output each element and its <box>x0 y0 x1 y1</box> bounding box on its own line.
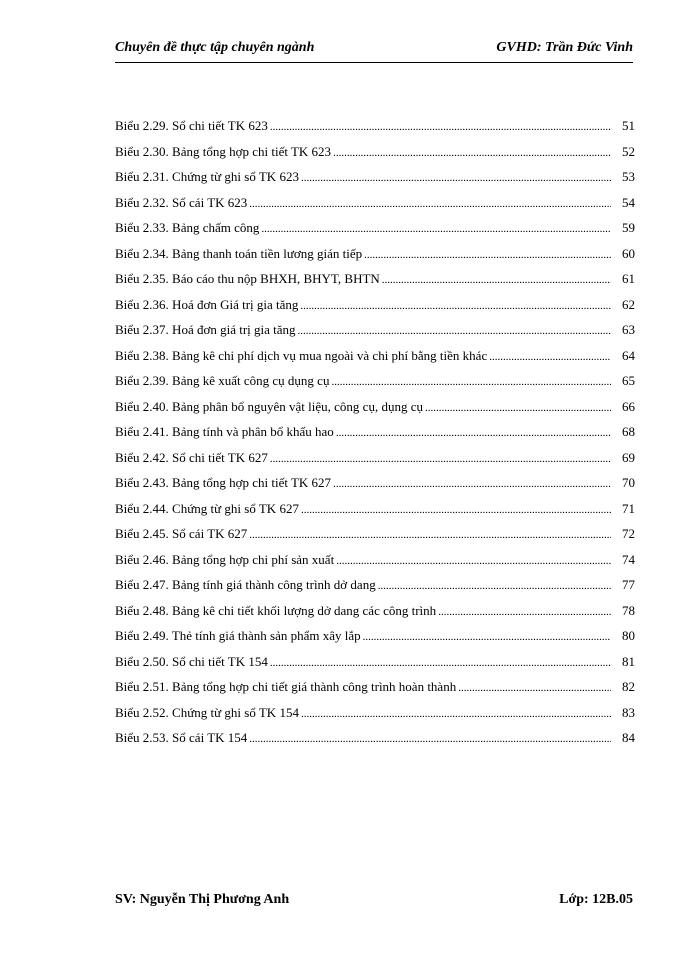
toc-entry-page: 60 <box>622 245 635 261</box>
toc-entry-page: 51 <box>622 118 635 133</box>
toc-entry-title: Biểu 2.30. Bảng tổng hợp chi tiết TK 623 <box>115 143 332 159</box>
toc-entry-page: 66 <box>622 398 635 414</box>
page-header <box>115 40 633 63</box>
toc-dot-leader <box>333 141 611 165</box>
toc-entry-page: 81 <box>622 653 635 669</box>
toc-entry-title: Biểu 2.42. Sổ chi tiết TK 627 <box>115 449 268 465</box>
toc-entry[interactable] <box>115 113 635 139</box>
toc-dot-leader <box>438 600 611 624</box>
toc-dot-leader <box>364 243 611 267</box>
toc-dot-leader <box>300 294 611 318</box>
toc-entry-page: 78 <box>622 602 635 618</box>
toc-entry[interactable] <box>115 521 635 547</box>
toc-dot-leader <box>301 498 611 522</box>
toc-entry[interactable] <box>115 215 635 241</box>
toc-entry-page: 62 <box>622 296 635 312</box>
toc-entry-page: 74 <box>622 551 635 567</box>
toc-entry-page: 54 <box>622 194 635 210</box>
toc-entry-title: Biểu 2.53. Sổ cái TK 154 <box>115 730 248 745</box>
toc-entry-page: 69 <box>622 449 635 465</box>
toc-dot-leader <box>458 676 611 700</box>
toc-entry-title: Biểu 2.40. Bảng phân bổ nguyên vật liệu, công cụ, dụng cụ <box>115 398 423 414</box>
toc-entry[interactable] <box>115 700 635 726</box>
toc-entry-title: Biểu 2.29. Sổ chi tiết TK 623 <box>115 118 268 133</box>
toc-entry-page: 59 <box>622 220 635 235</box>
toc-entry-title: Biểu 2.46. Bảng tổng hợp chi phí sản xuất <box>115 551 335 567</box>
footer-class: Lớp: 12B.05 <box>559 892 633 907</box>
toc-dot-leader <box>301 702 611 726</box>
table-of-contents <box>115 113 635 751</box>
toc-entry[interactable] <box>115 547 635 573</box>
toc-entry[interactable] <box>115 623 635 649</box>
toc-dot-leader <box>425 396 611 420</box>
toc-entry-title: Biểu 2.47. Bảng tính giá thành công trình dở dang <box>115 577 376 592</box>
toc-entry-title: Biểu 2.32. Sổ cái TK 623 <box>115 194 248 210</box>
toc-dot-leader <box>331 370 611 394</box>
toc-entry[interactable] <box>115 572 635 598</box>
toc-dot-leader <box>301 166 611 190</box>
header-title: Chuyên đề thực tập chuyên ngành <box>115 40 315 55</box>
toc-dot-leader <box>336 421 611 445</box>
toc-entry[interactable] <box>115 292 635 318</box>
toc-dot-leader <box>261 217 611 241</box>
toc-entry[interactable] <box>115 190 635 216</box>
toc-entry-title: Biểu 2.38. Bảng kê chi phí dịch vụ mua ngoài và chi phí bằng tiền khác <box>115 347 488 363</box>
toc-entry-page: 83 <box>622 704 635 720</box>
toc-entry-title: Biểu 2.51. Bảng tổng hợp chi tiết giá thành công trình hoàn thành <box>115 679 457 694</box>
toc-entry-title: Biểu 2.44. Chứng từ ghi sổ TK 627 <box>115 500 299 516</box>
toc-entry-title: Biểu 2.45. Sổ cái TK 627 <box>115 526 248 541</box>
toc-entry[interactable] <box>115 164 635 190</box>
toc-entry-page: 65 <box>622 373 635 388</box>
toc-entry[interactable] <box>115 394 635 420</box>
toc-entry[interactable] <box>115 649 635 675</box>
toc-entry-title: Biểu 2.33. Bảng chấm công <box>115 220 260 235</box>
toc-dot-leader <box>270 447 611 471</box>
toc-entry[interactable] <box>115 317 635 343</box>
toc-entry[interactable] <box>115 674 635 700</box>
header-advisor: GVHD: Trần Đức Vinh <box>496 40 633 55</box>
toc-entry-page: 70 <box>622 475 635 490</box>
toc-entry-page: 53 <box>622 169 635 184</box>
toc-entry[interactable] <box>115 139 635 165</box>
toc-entry[interactable] <box>115 368 635 394</box>
toc-entry-title: Biểu 2.52. Chứng từ ghi sổ TK 154 <box>115 704 299 720</box>
toc-entry[interactable] <box>115 419 635 445</box>
toc-entry-title: Biểu 2.37. Hoá đơn giá trị gia tăng <box>115 322 296 337</box>
toc-dot-leader <box>363 625 611 649</box>
toc-dot-leader <box>333 472 611 496</box>
toc-entry-page: 77 <box>622 577 635 592</box>
toc-dot-leader <box>270 115 611 139</box>
toc-dot-leader <box>249 523 611 547</box>
toc-entry-title: Biểu 2.34. Bảng thanh toán tiền lương gián tiếp <box>115 245 363 261</box>
footer-student: SV: Nguyễn Thị Phương Anh <box>115 892 290 907</box>
toc-entry-page: 80 <box>622 628 635 643</box>
toc-entry-title: Biểu 2.36. Hoá đơn Giá trị gia tăng <box>115 296 299 312</box>
toc-entry[interactable] <box>115 598 635 624</box>
toc-dot-leader <box>298 319 611 343</box>
toc-entry-page: 82 <box>622 679 635 694</box>
toc-entry[interactable] <box>115 725 635 751</box>
toc-dot-leader <box>489 345 611 369</box>
toc-entry-title: Biểu 2.31. Chứng từ ghi sổ TK 623 <box>115 169 299 184</box>
toc-entry-title: Biểu 2.49. Thẻ tính giá thành sản phẩm xây lắp <box>115 628 361 643</box>
toc-entry-title: Biểu 2.50. Sổ chi tiết TK 154 <box>115 653 268 669</box>
toc-entry-title: Biểu 2.41. Bảng tính và phân bổ khấu hao <box>115 424 334 439</box>
toc-entry-title: Biểu 2.48. Bảng kê chi tiết khối lượng dở dang các công trình <box>115 602 437 618</box>
toc-entry[interactable] <box>115 343 635 369</box>
toc-entry[interactable] <box>115 470 635 496</box>
toc-dot-leader <box>249 192 611 216</box>
toc-entry-page: 72 <box>622 526 635 541</box>
toc-dot-leader <box>336 549 611 573</box>
toc-dot-leader <box>382 268 611 292</box>
toc-entry-title: Biểu 2.43. Bảng tổng hợp chi tiết TK 627 <box>115 475 332 490</box>
toc-entry-title: Biểu 2.35. Báo cáo thu nộp BHXH, BHYT, BHTN <box>115 271 380 286</box>
toc-entry-page: 71 <box>622 500 635 516</box>
toc-entry-page: 84 <box>622 730 635 745</box>
toc-entry-page: 68 <box>622 424 635 439</box>
toc-dot-leader <box>378 574 611 598</box>
toc-entry[interactable] <box>115 241 635 267</box>
toc-entry-page: 61 <box>622 271 635 286</box>
toc-entry[interactable] <box>115 445 635 471</box>
toc-entry[interactable] <box>115 496 635 522</box>
toc-entry-page: 52 <box>622 143 635 159</box>
toc-dot-leader <box>270 651 611 675</box>
toc-entry-page: 63 <box>622 322 635 337</box>
toc-entry-page: 64 <box>622 347 635 363</box>
toc-entry[interactable] <box>115 266 635 292</box>
toc-entry-title: Biểu 2.39. Bảng kê xuất công cụ dụng cụ <box>115 373 330 388</box>
toc-dot-leader <box>249 727 611 751</box>
